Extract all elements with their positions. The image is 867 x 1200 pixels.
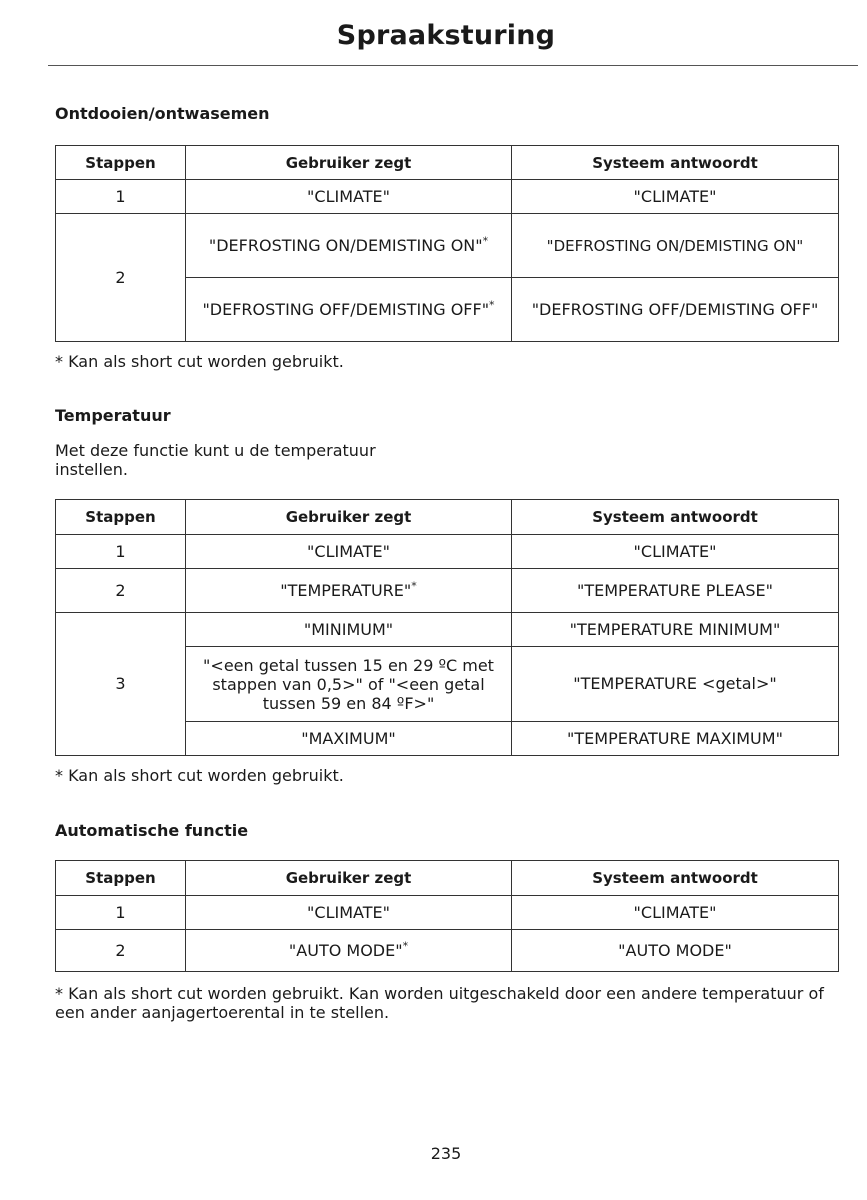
footnote-defrost: * Kan als short cut worden gebruikt.	[55, 352, 344, 371]
header-user-says: Gebruiker zegt	[186, 861, 512, 896]
shortcut-marker: *	[411, 579, 417, 593]
header-steps: Stappen	[56, 146, 186, 180]
header-system-responds: Systeem antwoordt	[512, 146, 839, 180]
step-cell: 2	[56, 214, 186, 342]
table-row	[56, 214, 839, 278]
system-responds-cell: "DEFROSTING OFF/DEMISTING OFF"	[512, 278, 839, 342]
user-says-cell: "CLIMATE"	[186, 180, 512, 214]
user-says-cell	[186, 214, 512, 278]
step-cell: 1	[56, 180, 186, 214]
shortcut-marker: *	[489, 298, 495, 312]
table-row	[56, 180, 839, 214]
system-responds-cell: "AUTO MODE"	[512, 930, 839, 972]
intro-temperature: Met deze functie kunt u de temperatuur instellen.	[55, 441, 376, 479]
table-header-row	[56, 861, 839, 896]
system-responds-cell: "TEMPERATURE MAXIMUM"	[512, 722, 839, 756]
user-says-text: "DEFROSTING OFF/DEMISTING OFF"	[202, 299, 490, 319]
user-says-text: "DEFROSTING ON/DEMISTING ON"	[208, 235, 483, 255]
title-divider	[48, 65, 858, 66]
user-says-cell: "<een getal tussen 15 en 29 ºC met stappen van 0,5>" of "<een getal tussen 59 en 84 ºF>"	[186, 647, 512, 722]
step-cell: 3	[56, 613, 186, 756]
header-system-responds: Systeem antwoordt	[512, 861, 839, 896]
step-cell: 2	[56, 930, 186, 972]
section-heading-temperature: Temperatuur	[55, 406, 171, 425]
system-responds-cell: "CLIMATE"	[512, 896, 839, 930]
section-heading-auto: Automatische functie	[55, 821, 249, 840]
defrost-table	[55, 145, 839, 342]
section-heading-defrost: Ontdooien/ontwasemen	[55, 104, 270, 123]
table-row	[56, 535, 839, 569]
step-cell: 1	[56, 896, 186, 930]
header-steps: Stappen	[56, 861, 186, 896]
table-row	[56, 613, 839, 647]
user-says-cell	[186, 930, 512, 972]
page-number: 235	[430, 1144, 462, 1163]
system-responds-cell: "TEMPERATURE PLEASE"	[512, 569, 839, 613]
header-user-says: Gebruiker zegt	[186, 146, 512, 180]
shortcut-marker: *	[402, 939, 409, 953]
header-steps: Stappen	[56, 500, 186, 535]
system-responds-cell: "CLIMATE"	[512, 180, 839, 214]
step-cell: 2	[56, 569, 186, 613]
user-says-text: "AUTO MODE"	[288, 940, 403, 960]
table-header-row	[56, 500, 839, 535]
user-says-cell: "MAXIMUM"	[186, 722, 512, 756]
system-responds-cell: "CLIMATE"	[512, 535, 839, 569]
auto-table	[55, 860, 839, 972]
table-row	[56, 930, 839, 972]
table-row	[56, 896, 839, 930]
shortcut-marker: *	[482, 234, 489, 248]
header-user-says: Gebruiker zegt	[186, 500, 512, 535]
user-says-cell: "CLIMATE"	[186, 535, 512, 569]
table-row	[56, 569, 839, 613]
user-says-cell: "CLIMATE"	[186, 896, 512, 930]
footnote-auto: * Kan als short cut worden gebruikt. Kan worden uitgeschakeld door een andere temperatuur of een ander aanjagertoerental in te stellen.	[55, 984, 824, 1022]
step-cell: 1	[56, 535, 186, 569]
page-title: Spraaksturing	[336, 20, 556, 51]
header-system-responds: Systeem antwoordt	[512, 500, 839, 535]
user-says-cell	[186, 278, 512, 342]
footnote-temperature: * Kan als short cut worden gebruikt.	[55, 766, 344, 785]
user-says-cell: "MINIMUM"	[186, 613, 512, 647]
system-responds-cell: "TEMPERATURE MINIMUM"	[512, 613, 839, 647]
system-responds-cell: "TEMPERATURE <getal>"	[512, 647, 839, 722]
user-says-cell	[186, 569, 512, 613]
table-header-row	[56, 146, 839, 180]
system-responds-cell: "DEFROSTING ON/DEMISTING ON"	[512, 214, 839, 278]
temperature-table	[55, 499, 839, 756]
user-says-text: "TEMPERATURE"	[280, 580, 412, 600]
